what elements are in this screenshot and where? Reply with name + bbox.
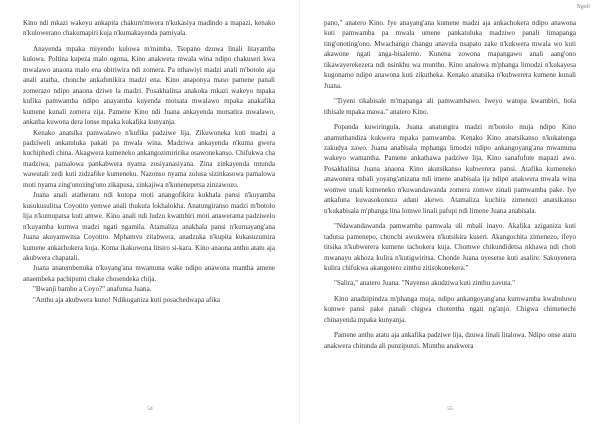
paragraph: "Anthu aja akubwera kuno! Ndikuganiza kuti posachedwapa afika: [33, 295, 221, 304]
paragraph: Kino ndi mkazi wakeyu ankapita chakum'mwera n'kukasiya madindo a mapazi, kenako n'kulowerano chakumapiri kuja n'kumakayenda pamiyala.: [23, 19, 275, 38]
paragraph: "Ndawandawanda pamwamba pamwala uli mbali inayo. Akafika aziganiza kuti tadutsa pamenepo, chonchi awukwera n'kutsikira kuseri. Akangochita zimenezo, ifeyo titsika n'kubwerera kumene tachokera kuja. Chomwe chikundidetsa nkhawa ndi choti mwanayu akhoza kulira n'kutigwiritsa. Chonde Juana uyesetse kuti asalire. Sakuyenera kulira chifukwa akangotero zinthu zitisokonekera.": [324, 222, 576, 272]
running-head: Ngoli: [576, 4, 590, 10]
page-number-right: 55: [447, 406, 453, 412]
paragraph: Kenako anatsika pamwalawo n'kufika padziwe lija. Zikuwoneka kuti madzi a padziweli ankatuluka pakati pa mwala wina. Madziwa ankayenda n'kuma gwera kuchiphedi china. Akagwera kumeneko ankangozimiririka osawonekanso. Chifukwa cha madziwa, pamalowa pankabwera nyama zosiyanasiyana. Zina zinkayenda mtunda wawutali zedi kuti zidzafike kumeneku. Nazonso nyama zolusa sizinkasowa pamalowa moti nyama zing'onozing'ono zikapusa, zinkajiwa n'kunenepetsa zinzawozo.: [23, 128, 275, 189]
page-number-left: 54: [147, 406, 153, 412]
paragraph: Popanda kuwiringula, Juana anatungira madzi m'botolo muja ndipo Kino anamuthandiza kukwera mpaka pamwamba. Kenako Kino anatsikanso n'kukatenga zakudya zawo. Juana anabisala mphanga limodzi ndipo ankangoyang'ana mwamuna wakeyo wamantha. Pamene ankathawa padziwe lija, Kino sanafufute mapazi awo. Posakhalitsa Juana anaona Kino akutsikanso kubwerera pansi. Atafika kumeneko anawonera mbali yoyang'anizana ndi imene anabisala ija ndipo anakwera mwala wina womwe unali kumeneko n'kuwandawanda zomera zomwe zinali pamwamba pake. Iye ankafuna kuwasokoneza adani akewo. Atamaliza kuchita zimenezi anatsikanso n'kukabisala m'phanga lina lomwe linali pafupi ndi limene Juana anabisala.: [324, 123, 576, 215]
paragraph: "Tiyeni tikabisale m'mapanga ali pamwambawo. Iweyo watopa kwambiri, bola tibisale mpaka mawa." anatero Kino.: [324, 97, 576, 116]
paragraph: "Bwanji bambo a Coyo?" anafunsa Juana.: [33, 285, 152, 294]
paragraph: Anayenda mpaka miyendo kulowa m'mimba. Tsopano dzuwa linali litayamba kulowa. Poltina kupeza malo ogona, Kino anakwera mwala wina ndipo chakuseri kwa mwalawo anaona malo ena obiriwira ndi zomera. Pa nthawiyi madzi anali m'botolo aja anali atatha, chonche ankafunikira madzi ena. Kino anaponya maso pamene panali zomerazo ndipo anaona dziwe la madzi. Posakhalitsa anakoka mkazi wakeyo mpaka kufika pamwamba ndipo anayamba kuyenda motsata mwalawo mpaka anakafika kumene kunali zomera zija. Pamene Kino ndi Juana ankayenda motsatira mwalawo, ankatha kuwona dera lonse mpaka kukafika kunyanja.: [23, 44, 275, 127]
paragraph: Juana anatembenuka n'kuyang'ana mwamuna wake ndipo anawona mantha amene anaembeka pachipumi chake chosendeka chija.: [23, 264, 275, 283]
right-page-text: [324, 18, 576, 351]
paragraph: Kino anadzipindza m'phanga muja, ndipo ankangoyang'ana kumwamba kwabuluwu komwe pansi pake panali chigwa chotentha ngati ng'anjo. Chigwa chimenechi chinayenda mpaka kunyanja.: [324, 294, 576, 324]
paragraph: Pamene anthu atatu aja ankafika padziwe lija, dzuwa linali litalowa. Ndipo onse atatu anakwera chitunda ali punzipunzi. Munthu anakwera: [324, 331, 576, 350]
paragraph: pano," anatero Kino. Iye anayang'ana kumene madzi aja ankachokera ndipo anawona kuti pamwamba pa mwala umene pankatuluka madziwo panali timapanga ting'onoting'ono. Mwachangu changu anavula nsapato zake n'kukwera mwala wo kuti akawone ngati anga-bisalemo. Kunena zowona mapangawo anali aang'ono tikawayerekezera ndi nsinkhu wa munthu. Kino analowa m'phanga limodzi n'kukayesa kugonamo ndipo anawona kuti zikutheka. Kenako anatsika n'kubwerera kumene kunali Juana.: [324, 19, 576, 90]
right-page: [300, 0, 600, 424]
paragraph: "Salira," anatero Juana. "Nayenso akudziwa kuti zinthu zavuta.": [334, 279, 515, 288]
paragraph: Juana anali atatheratu ndi kutopa moti anangofikira kukhala pansi n'kuyamba kusukusulitsa Coyotito yemwe anali thukuta lokhalokha. Anatungiranso madzi m'botolo lija n'kumupatsa kuti amwe. Kino anali ndi ludzu kwambiri moti anawerama padziwelo n'kuyamba kumwa madzi ngati ngamila. Atamaliza anakhala pansi n'kumayang'ana Juana akuyamwitsa Coyotito. Mphamvu zitabwera, anadzuka n'kupita kukasuzumira kumene ankachokera kuja. Koma ikakuwona litsiro si-kara. Kino anaona anthu atatu aja akubwera chapatali.: [23, 191, 275, 262]
left-page-text: [23, 18, 275, 305]
